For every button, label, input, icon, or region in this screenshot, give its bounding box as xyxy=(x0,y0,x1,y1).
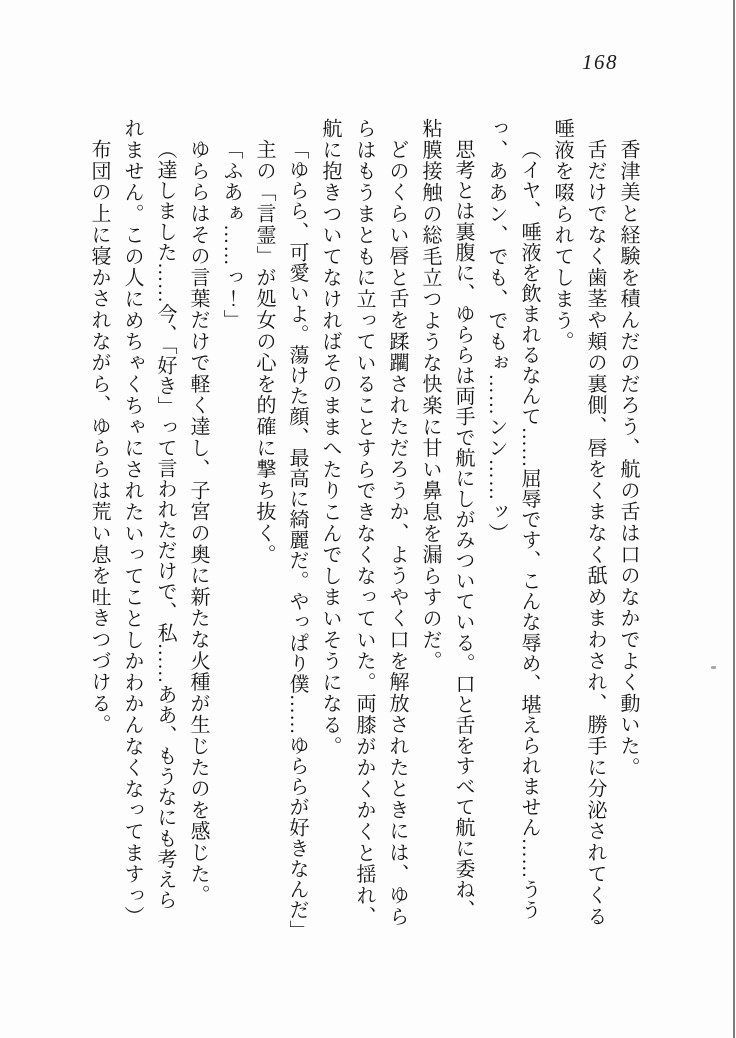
text-column: っ、ああン、でも、でもぉ……ンン……ッ） xyxy=(485,118,507,544)
text-column: どのくらい唇と舌を蹂躙されただろうか、ようやく口を解放されたときには、ゆら xyxy=(386,139,408,928)
text-column: （達しました……今、「好き」って言われただけで、私……ああ、もうなにも考えら xyxy=(154,139,176,910)
text-column: （イヤ、唾液を飲まれるなんて……屈辱です、こんな辱め、堪えられません……うう xyxy=(518,139,540,920)
text-column: 唾液を啜られてしまう。 xyxy=(551,118,573,353)
text-column: 舌だけでなく歯茎や頬の裏側、唇をくまなく舐めまわされ、勝手に分泌されてくる xyxy=(584,139,606,928)
text-column: 航に抱きついてなければそのままへたりこんでしまいそうになる。 xyxy=(319,118,341,757)
scan-edge-line xyxy=(733,0,735,1038)
text-column: 「ゆらら、可愛いよ。蕩けた顔、最高に綺麗だ。やっぱり僕……ゆららが好きなんだ」 xyxy=(286,139,308,941)
text-column: 「ふあぁ……っ！」 xyxy=(220,139,242,331)
text-column: ゆららはその言葉だけで軽く達し、子宮の奥に新たな火種が生じたのを感じた。 xyxy=(187,139,209,906)
text-column: 思考とは裏腹に、ゆららは両手で航にしがみついている。口と舌をすべて航に委ね、 xyxy=(452,139,474,920)
text-column: 香津美と経験を積んだのだろう、航の舌は口のなかでよく動いた。 xyxy=(617,139,639,778)
text-column: らはもうまともに立っていることすらできなくなっていた。両膝がかくかくと揺れ、 xyxy=(353,118,375,928)
page-number: 168 xyxy=(582,50,618,74)
text-column: 粘膜接触の総毛立つような快楽に甘い鼻息を漏らすのだ。 xyxy=(419,118,441,672)
text-column: れません。この人にめちゃくちゃにされたいってことしかわかんなくなってますっ） xyxy=(121,118,143,928)
scan-artifact-dot xyxy=(711,666,716,669)
text-column: 主の「言霊」が処女の心を的確に撃ち抜く。 xyxy=(253,139,275,565)
text-column: 布団の上に寝かされながら、ゆららは荒い息を吐きつづける。 xyxy=(88,139,110,736)
